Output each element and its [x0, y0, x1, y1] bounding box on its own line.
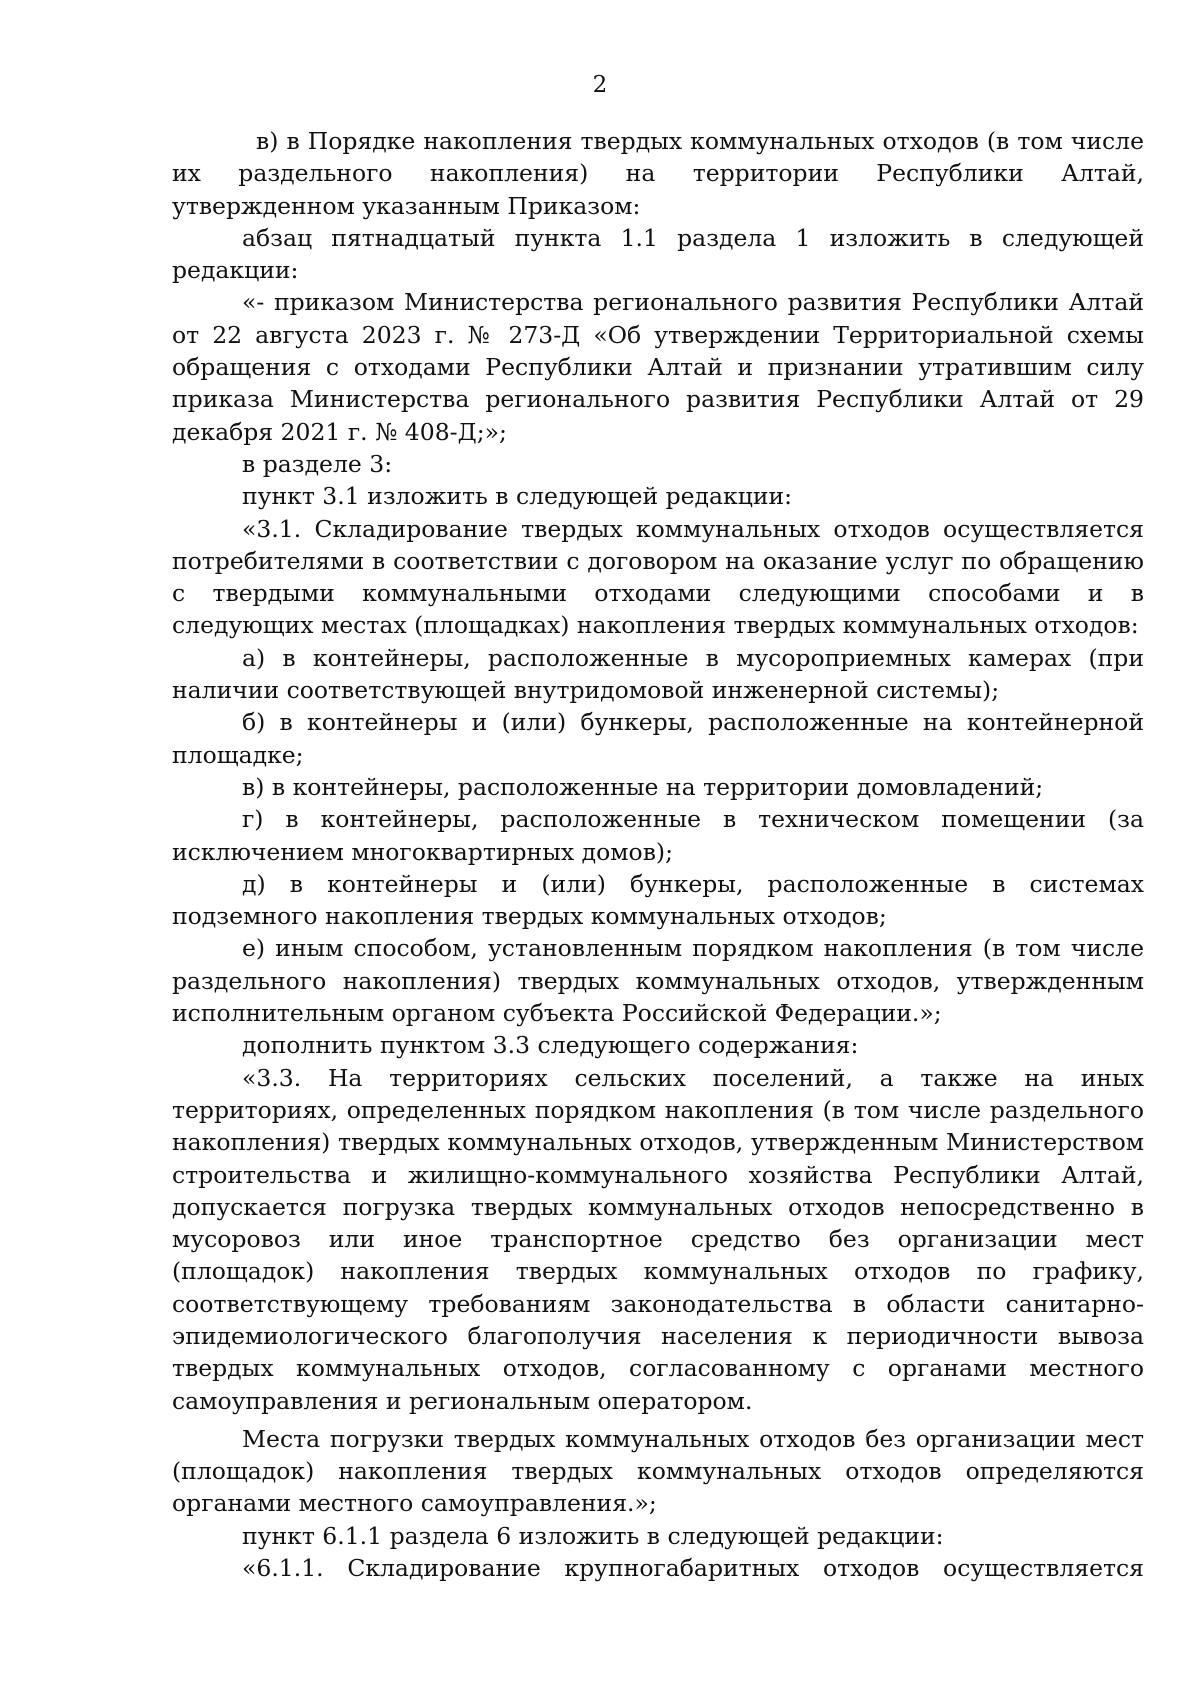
paragraph-list-d: д) в контейнеры и (или) бункеры, расположенные в системах подземного накопления твердых коммунальных отходов;: [172, 869, 1144, 931]
paragraph-punkt-3-3-intro: дополнить пунктом 3.3 следующего содержания:: [242, 1031, 859, 1060]
paragraph-list-g: г) в контейнеры, расположенные в техническом помещении (за исключением многоквартирных домов);: [172, 805, 1144, 866]
document-body: [172, 125, 1144, 1584]
paragraph-punkt-3-1: «3.1. Складирование твердых коммунальных отходов осуществляется потребителями в соответствии с договором на оказание услуг по обращению с твердыми коммунальными отходами следующими способами и в следующих местах (площадках) накопления твердых коммунальных отходов:: [172, 514, 1144, 640]
paragraph-list-v: в) в контейнеры, расположенные на территории домовладений;: [242, 772, 1044, 801]
paragraph-loading-places: Места погрузки твердых коммунальных отходов без организации мест (площадок) накопления твердых коммунальных отходов определяются органами местного самоуправления.»;: [172, 1424, 1144, 1518]
paragraph-list-a: а) в контейнеры, расположенные в мусороприемных камерах (при наличии соответствующей внутридомовой инженерной системы);: [172, 643, 1144, 705]
paragraph-list-e: е) иным способом, установленным порядком накопления (в том числе раздельного накопления) твердых коммунальных отходов, утвержденным исполнительным органом субъекта Российской Федерации.»;: [172, 934, 1144, 1028]
paragraph-section-3: в разделе 3:: [242, 449, 393, 478]
paragraph-abzac-15: абзац пятнадцатый пункта 1.1 раздела 1 изложить в следующей редакции:: [172, 223, 1144, 285]
paragraph-item-v-order: в) в Порядке накопления твердых коммунальных отходов (в том числе их раздельного накопления) на территории Республики Алтай, утвержденном указанным Приказом:: [172, 127, 1144, 220]
paragraph-quote-prikaz: «- приказом Министерства регионального развития Республики Алтай от 22 августа 2023 г. № 273-Д «Об утверждении Территориальной схемы обращения с отходами Республики Алтай и признании утратившим силу приказа Министерства регионального развития Республики Алтай от 29 декабря 2021 г. № 408-Д;»;: [172, 288, 1144, 446]
paragraph-punkt-6-1-1: «6.1.1. Складирование крупногабаритных отходов осуществляется: [242, 1554, 1144, 1583]
paragraph-list-b: б) в контейнеры и (или) бункеры, расположенные на контейнерной площадке;: [172, 708, 1144, 769]
paragraph-punkt-3-1-intro: пункт 3.1 изложить в следующей редакции:: [242, 482, 793, 511]
paragraph-punkt-3-3: «3.3. На территориях сельских поселений, а также на иных территориях, определенных порядком накопления (в том числе раздельного накопления) твердых коммунальных отходов, утвержденным Министерством строительства и жилищно-коммунального хозяйства Республики Алтай, допускается погрузка твердых коммунальных отходов непосредственно в мусоровоз или иное транспортное средство без организации мест (площадок) накопления твердых коммунальных отходов по графику, соответствующему требованиям законодательства в области санитарно-эпидемиологического благополучия населения к периодичности вывоза твердых коммунальных отходов, согласованному с органами местного самоуправления и региональным оператором.: [172, 1063, 1144, 1415]
page-number: 2: [592, 72, 608, 98]
paragraph-punkt-6-1-1-intro: пункт 6.1.1 раздела 6 изложить в следующей редакции:: [242, 1521, 944, 1550]
